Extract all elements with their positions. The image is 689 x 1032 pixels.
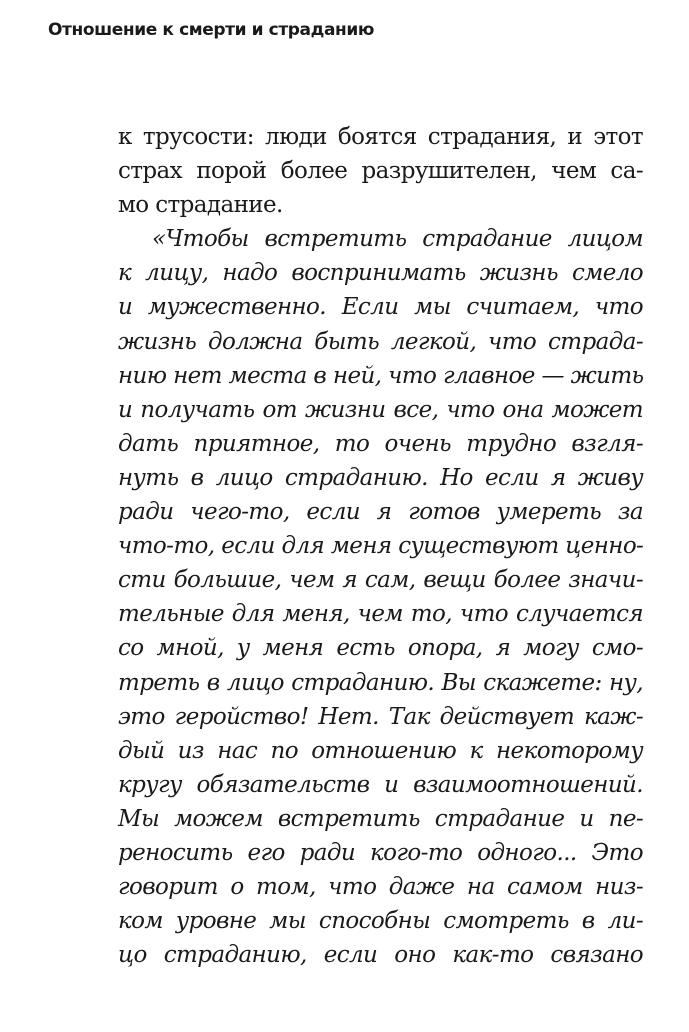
quote-line: тельные для меня, чем то, что случается xyxy=(118,601,643,628)
quote-line: со мной, у меня есть опора, я могу смо- xyxy=(118,635,643,662)
quote-line: дый из нас по отношению к некоторому xyxy=(118,737,643,764)
quote-line: что-то, если для меня существуют ценно- xyxy=(118,533,644,560)
body-text xyxy=(118,120,643,972)
text-line: мо страдание. xyxy=(118,192,283,219)
quote-line: реносить его ради кого-то одного... Это xyxy=(118,839,643,866)
quote-line: треть в лицо страданию. Вы скажете: ну, xyxy=(118,669,643,696)
quote-line: говорит о том, что даже на самом низ- xyxy=(118,874,643,901)
quote-line: «Чтобы встретить страдание лицом xyxy=(152,226,643,253)
quote-line: Мы можем встретить страдание и пе- xyxy=(118,805,643,832)
running-title: Отношение к смерти и страданию xyxy=(48,20,375,40)
text-line: страх порой более разрушителен, чем са- xyxy=(118,158,643,185)
quote-line: ком уровне мы способны смотреть в ли- xyxy=(118,908,643,935)
quote-line: нию нет места в ней, что главное — жить xyxy=(118,362,644,389)
quote-line: к лицу, надо воспринимать жизнь смело xyxy=(118,260,643,287)
quote-line: кругу обязательств и взаимоотношений. xyxy=(118,771,643,798)
quote-line: и мужественно. Если мы считаем, что xyxy=(118,294,643,321)
text-line: к трусости: люди боятся страдания, и этот xyxy=(118,124,643,150)
quote-line: и получать от жизни все, что она может xyxy=(118,396,643,423)
quote-line: дать приятное, то очень трудно взгля- xyxy=(118,430,643,457)
quote-line: сти большие, чем я сам, вещи более значи- xyxy=(118,567,643,594)
quote-line: жизнь должна быть легкой, что страда- xyxy=(118,328,643,355)
quote-line: нуть в лицо страданию. Но если я живу xyxy=(118,464,643,491)
quote-line: цо страданию, если оно как-то связано xyxy=(118,942,643,969)
quote-line: это геройство! Нет. Так действует каж- xyxy=(118,703,643,730)
quote-line: ради чего-то, если я готов умереть за xyxy=(118,499,643,526)
